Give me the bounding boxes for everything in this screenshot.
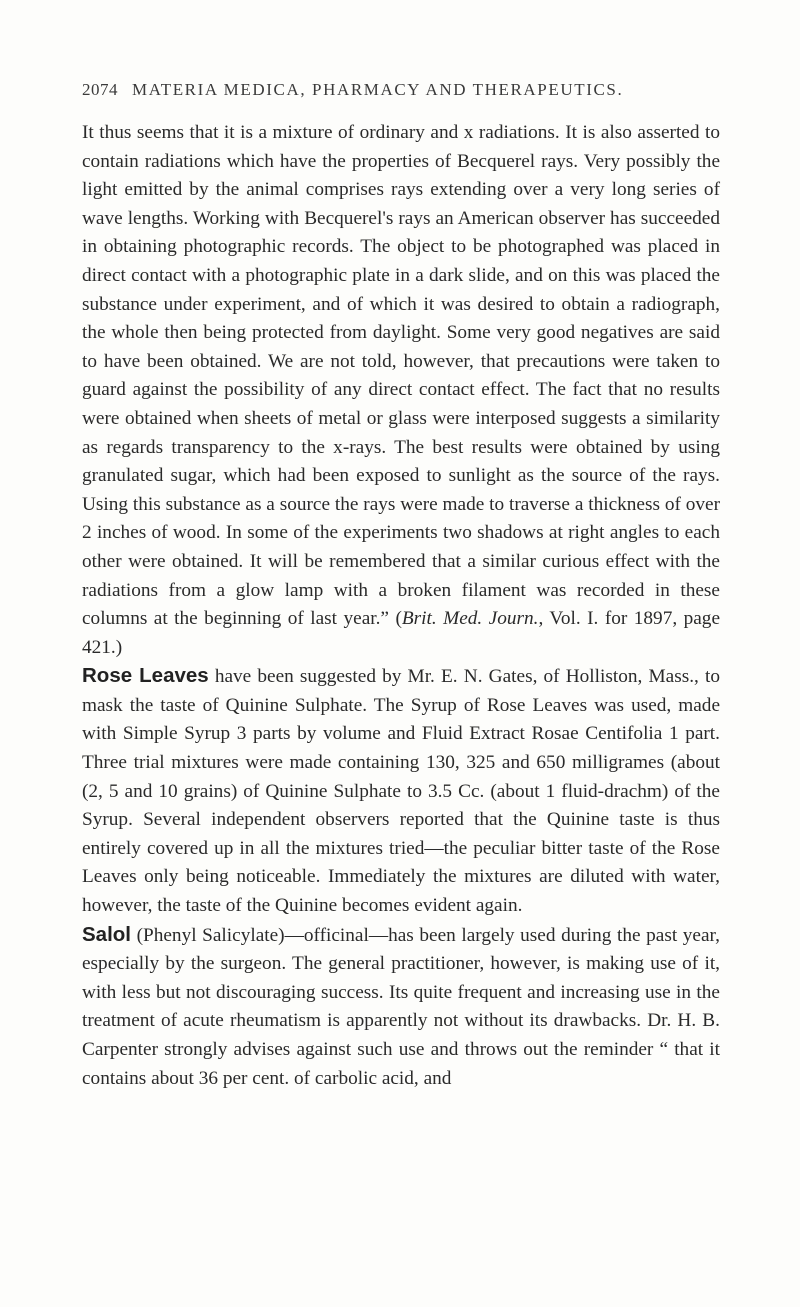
page-number: 2074 xyxy=(82,80,118,99)
paragraph-rose-leaves xyxy=(82,662,720,920)
paragraph-text: have been suggested by Mr. E. N. Gates, of Holliston, Mass., to mask the taste of Quinine Sulphate. The Syrup of Rose Leaves was used, made with Simple Syrup 3 parts by volume and Fluid Extract Rosae Centifolia 1 part. Three trial mixtures were made containing 130, 325 and 650 milligrames (about (2, 5 and 10 grains) of Quinine Sulphate to 3.5 Cc. (about 1 fluid-drachm) of the Syrup. Several independent observers reported that the Quinine taste is thus entirely covered up in all the mixtures tried—the peculiar bitter taste of the Rose Leaves only being noticeable. Immediately the mixtures are diluted with water, however, the taste of the Quinine becomes evident again. xyxy=(82,666,720,917)
running-header xyxy=(82,80,722,100)
paragraph-radiations xyxy=(82,119,720,662)
paragraph-text-after-citation: , Vol. I. for 1897, page 421.) xyxy=(82,608,721,658)
paragraph-salol xyxy=(82,921,720,1094)
body-text xyxy=(82,119,720,1093)
running-title: MATERIA MEDICA, PHARMACY AND THERAPEUTICS. xyxy=(132,80,624,99)
entry-heading-rose-leaves: Rose Leaves xyxy=(82,664,209,688)
journal-citation: Brit. Med. Journ. xyxy=(401,608,539,630)
entry-heading-salol: Salol xyxy=(82,922,131,946)
paragraph-text: (Phenyl Salicylate)—officinal—has been largely used during the past year, especially by the surgeon. The general practitioner, however, is making use of it, with less but not discouraging success. Its quite frequent and increasing use in the treatment of acute rheumatism is apparently not without its drawbacks. Dr. H. B. Carpenter strongly advises against such use and throws out the reminder “ that it contains about 36 per cent. of carbolic acid, and xyxy=(82,924,720,1089)
paragraph-text-before-citation: It thus seems that it is a mixture of ordinary and x radiations. It is also asserted to contain radiations which have the properties of Becquerel rays. Very possibly the light emitted by the animal comprises rays extending over a very long series of wave lengths. Working with Becquerel's rays an American observer has succeeded in obtaining photographic records. The object to be photographed was placed in direct contact with a photographic plate in a dark slide, and on this was placed the substance under experiment, and of which it was desired to obtain a radiograph, the whole then being protected from daylight. Some very good negatives are said to have been obtained. We are not told, however, that precautions were taken to guard against the possibility of any direct contact effect. The fact that no results were obtained when sheets of metal or glass were interposed suggests a similarity as regards transparency to the x-rays. The best results were obtained by using granulated sugar, which had been exposed to sunlight as the source of the rays. Using this substance as a source the rays were made to traverse a thickness of over 2 inches of wood. In some of the experiments two shadows at right angles to each other were obtained. It will be remembered that a similar curious effect with the radiations from a glow lamp with a broken filament was recorded in these columns at the beginning of last year.” ( xyxy=(82,122,720,630)
